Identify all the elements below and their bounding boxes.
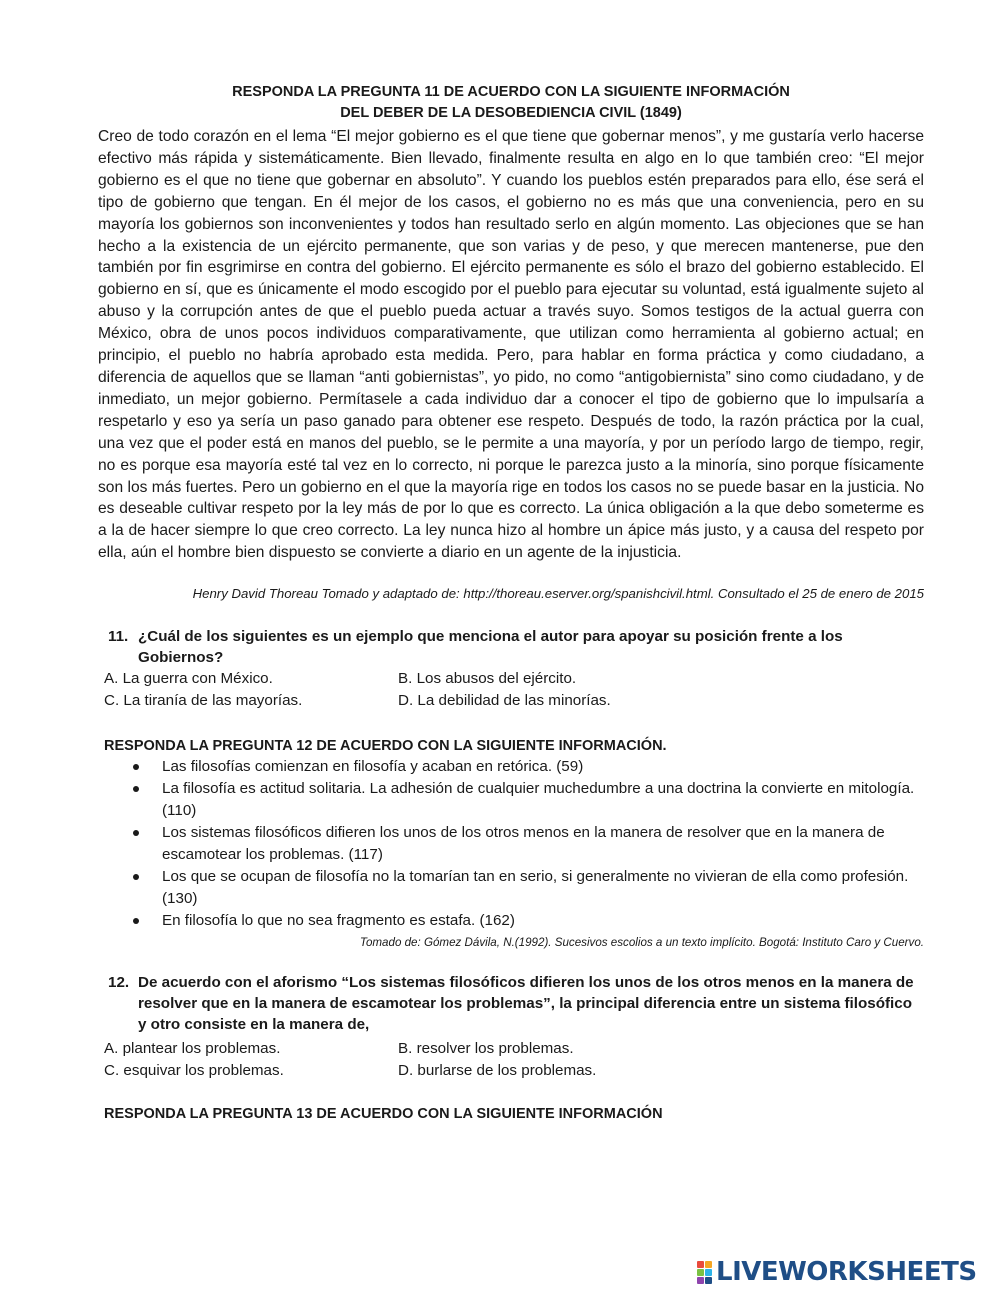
option-c[interactable]: C. La tiranía de las mayorías. bbox=[104, 692, 303, 709]
option-c[interactable]: C. esquivar los problemas. bbox=[104, 1062, 284, 1079]
aphorism-text: En filosofía lo que no sea fragmento es estafa. (162) bbox=[162, 912, 515, 929]
bullet-icon bbox=[133, 764, 139, 770]
aphorism-list bbox=[130, 756, 924, 932]
option-d[interactable]: D. La debilidad de las minorías. bbox=[398, 692, 611, 709]
logo-square bbox=[705, 1277, 712, 1284]
option-b[interactable]: B. Los abusos del ejército. bbox=[398, 670, 577, 687]
logo-text: LIVEWORKSHEETS bbox=[716, 1257, 977, 1287]
bullet-icon bbox=[133, 918, 139, 924]
aphorism-text: Los sistemas filosóficos difieren los unos de los otros menos en la manera de resolver que en la manera de escamotear los problemas. (117) bbox=[162, 824, 885, 863]
list-item bbox=[130, 778, 924, 822]
logo-square bbox=[697, 1269, 704, 1276]
bullet-icon bbox=[133, 874, 139, 880]
section1-heading-line1: RESPONDA LA PREGUNTA 11 DE ACUERDO CON LA SIGUIENTE INFORMACIÓN bbox=[232, 84, 790, 100]
logo-square bbox=[697, 1261, 704, 1268]
reading-passage: Creo de todo corazón en el lema “El mejor gobierno es el que tiene que gobernar menos”, y me gustaría verlo hacerse efectivo más rápida y sistemáticamente. Bien llevado, finalmente resulta en algo en lo que también creo: “El mejor gobierno es el que no tiene que gobernar en absoluto”. Y cuando los pueblos estén preparados para ello, ése será el tipo de gobierno que tengan. En él mejor de los casos, el gobierno no es más que una conveniencia, pero en su mayoría los gobiernos son inconvenientes y todos han resultado serlo en algún momento. Las objeciones que se han hecho a la existencia de un ejército permanente, que son varias y de peso, y que merecen mantenerse, pue den también por fin esgrimirse en contra del gobierno. El ejército permanente es sólo el brazo del gobierno establecido. El gobierno en sí, que es únicamente el modo escogido por el pueblo para ejecutar su voluntad, está igualmente sujeto al abuso y la corrupción antes de que el pueblo pueda actuar a través suyo. Somos testigos de la actual guerra con México, obra de unos pocos individuos comparativamente, que utilizan como herramienta al gobierno actual; en principio, el pueblo no habría aprobado esta medida. Pero, para hablar en forma práctica y como ciudadano, a diferencia de aquellos que se llaman “anti gobiernistas”, yo pido, no como “antigobiernista” sino como ciudadano, y de inmediato, un mejor gobierno. Permítasele a cada individuo dar a conocer el tipo de gobierno que lo impulsaría a respetarlo y eso ya sería un paso ganado para obtener ese respeto. Después de todo, la razón práctica por la cual, una vez que el poder está en manos del pueblo, se le permite a una mayoría, y por un período largo de tiempo, regir, no es porque esa mayoría esté tal vez en lo correcto, ni porque le parezca justo a la minoría, sino porque físicamente son los más fuertes. Pero un gobierno en el que la mayoría rige en todos los casos no se puede basar en la justicia. No es deseable cultivar respeto por la ley más de por lo que es correcto. La única obligación a la que debo someterme es a la de hacer siempre lo que creo correcto. La ley nunca hizo al hombre un ápice más justo, y a causa del respeto por ella, aún el hombre bien dispuesto se convierte a diario en un agente de la injusticia. bbox=[98, 128, 924, 562]
option-a[interactable]: A. La guerra con México. bbox=[104, 670, 273, 687]
aphorism-text: Los que se ocupan de filosofía no la tomarían tan en serio, si generalmente no vivieran de ella como profesión. (130) bbox=[162, 868, 909, 907]
bullet-icon bbox=[133, 830, 139, 836]
logo-square bbox=[705, 1261, 712, 1268]
option-b[interactable]: B. resolver los problemas. bbox=[398, 1040, 574, 1057]
list-item bbox=[130, 756, 924, 778]
liveworksheets-logo bbox=[697, 1255, 977, 1289]
question-12-number: 12. bbox=[108, 974, 130, 991]
list-item bbox=[130, 822, 924, 866]
logo-icon bbox=[697, 1261, 712, 1284]
question-11 bbox=[108, 626, 924, 668]
question-11-number: 11. bbox=[108, 628, 129, 645]
question-11-text: ¿Cuál de los siguientes es un ejemplo que menciona el autor para apoyar su posición frente a los Gobiernos? bbox=[138, 628, 843, 666]
question-12-options bbox=[104, 1038, 704, 1082]
question-11-options bbox=[104, 668, 704, 712]
bullet-icon bbox=[133, 786, 139, 792]
question-12 bbox=[108, 972, 924, 1035]
aphorism-text: Las filosofías comienzan en filosofía y acaban en retórica. (59) bbox=[162, 758, 584, 775]
list-item bbox=[130, 910, 924, 932]
section1-heading-line2: DEL DEBER DE LA DESOBEDIENCIA CIVIL (1849) bbox=[340, 105, 682, 121]
aphorism-source: Tomado de: Gómez Dávila, N.(1992). Sucesivos escolios a un texto implícito. Bogotá: Instituto Caro y Cuervo. bbox=[359, 936, 924, 949]
option-a[interactable]: A. plantear los problemas. bbox=[104, 1040, 281, 1057]
section3-heading: RESPONDA LA PREGUNTA 13 DE ACUERDO CON LA SIGUIENTE INFORMACIÓN bbox=[104, 1106, 663, 1122]
aphorism-text: La filosofía es actitud solitaria. La adhesión de cualquier muchedumbre a una doctrina la convierte en mitología. (110) bbox=[162, 780, 915, 819]
section2-heading: RESPONDA LA PREGUNTA 12 DE ACUERDO CON LA SIGUIENTE INFORMACIÓN. bbox=[104, 738, 667, 754]
logo-square bbox=[705, 1269, 712, 1276]
question-12-text: De acuerdo con el aforismo “Los sistemas filosóficos difieren los unos de los otros menos en la manera de resolver que en la manera de escamotear los problemas”, la principal diferencia entre un sistema filosófico y otro consiste en la manera de, bbox=[138, 974, 914, 1033]
logo-square bbox=[697, 1277, 704, 1284]
option-d[interactable]: D. burlarse de los problemas. bbox=[398, 1062, 597, 1079]
passage-source: Henry David Thoreau Tomado y adaptado de: http://thoreau.eserver.org/spanishcivil.html. Consultado el 25 de enero de 2015 bbox=[192, 586, 924, 601]
list-item bbox=[130, 866, 924, 910]
